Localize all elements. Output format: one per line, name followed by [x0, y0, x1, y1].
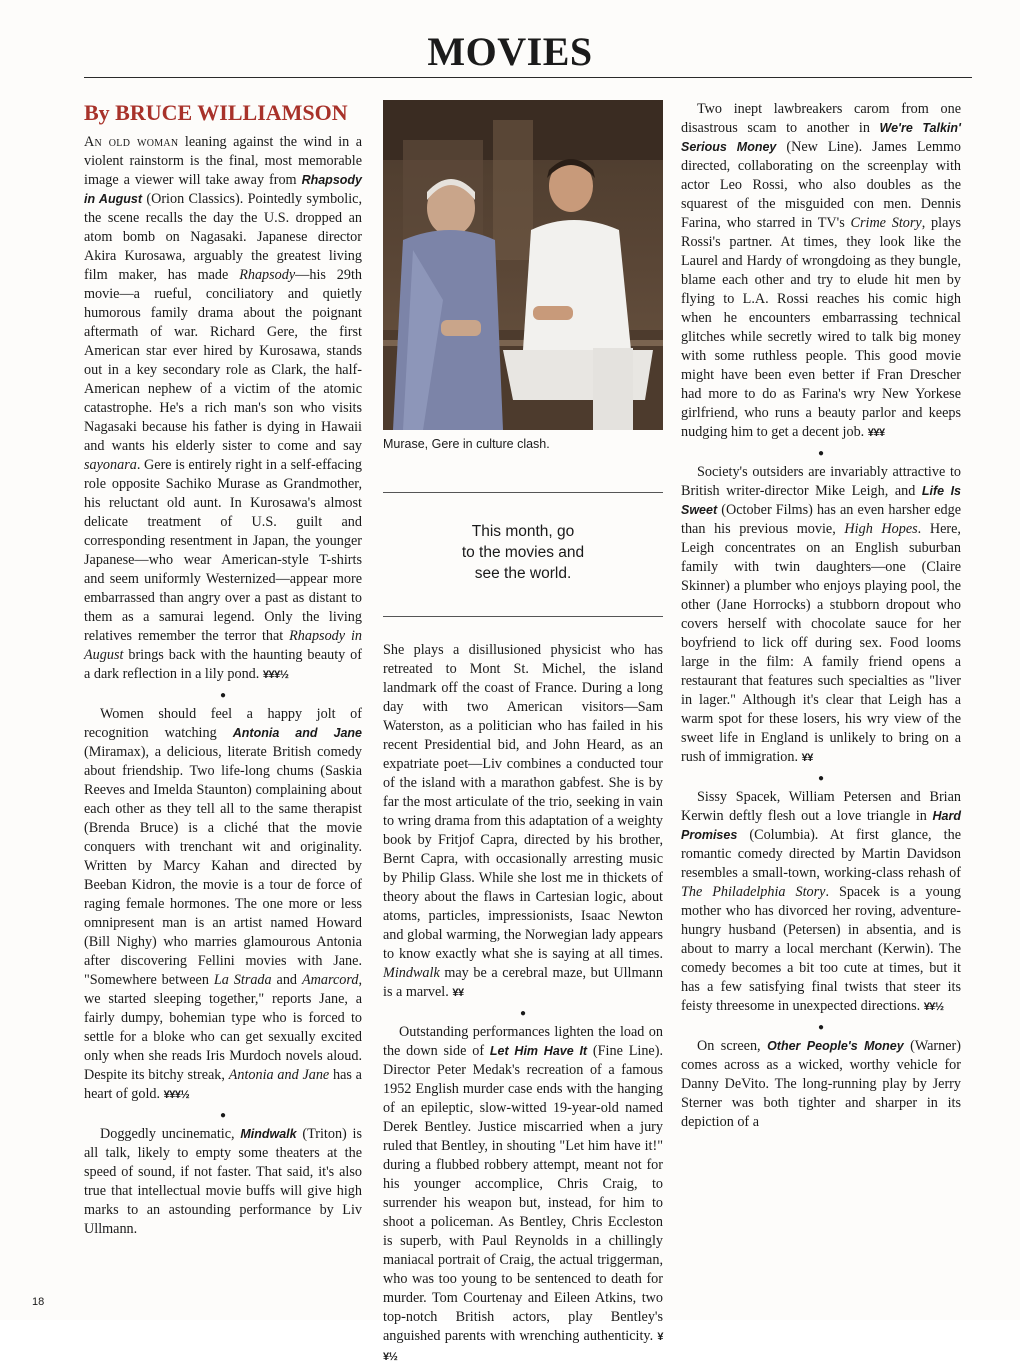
section-title: MOVIES	[427, 29, 593, 74]
review-mindwalk-start	[84, 1125, 362, 1239]
rating: ¥¥½	[383, 1331, 663, 1363]
review-other-peoples-money	[681, 1037, 961, 1132]
pullquote	[383, 521, 663, 584]
rating: ¥¥¥	[867, 427, 885, 439]
byline: By BRUCE WILLIAMSON	[84, 100, 348, 125]
section-bullet: ●	[817, 1022, 825, 1033]
film-title: We're Talkin' Serious Money	[681, 121, 962, 154]
review-text: . Gere is entirely right in a self-effacing role opposite Sachiko Murase as Grandmother, his reluctant old aunt. In Kurosawa's almost delicate treatment of U.S. guilt and corresponding resentment in Japan, the younger Japanese—who wear American-style T-shirts and seem uniformly Westernized—appear more embarrassed than angry over a past as distant to them as a samurai legend. Only the living relatives remember the terror that	[84, 457, 362, 644]
review-text: —his 29th movie—a rueful, conciliatory and quietly humorous family drama about the poignant aftermath of war. Richard Gere, the first American star ever hired by Kurosawa, stands out in a key secondary role as Clark, the half-American nephew of a victim of the atomic catastrophe. He's a rich man's son who visits Nagasaki because his father is dying in Hawaii and wants his elderly sister to come and say	[84, 267, 362, 454]
review-text: leaning against the wind in a violent rainstorm is the final, most memorable image a viewer will take away from	[84, 134, 362, 188]
column-1	[84, 100, 362, 1239]
review-life-is-sweet	[681, 463, 961, 768]
header-rule	[84, 77, 972, 78]
rating: ¥¥¥½	[163, 1089, 190, 1101]
film-title: Let Him Have It	[489, 1044, 588, 1058]
review-text: , plays Rossi's partner. At times, they look like the Laurel and Hardy of wrongdoing as they bungle, blame each other and try to elude hit men by flying to L.A. Rossi reaches his comic high when he encounters embarrassing technical glitches while secretly wired to talk big money with some ruthless people. This good movie might have been even better if Fran Drescher had more to do as Farina's wry New Yorkese girlfriend, who runs a beauty parlor and keeps nudging him to get a decent job.	[681, 215, 961, 440]
review-text: (Orion Classics). Pointedly symbolic, the scene recalls the day the U.S. dropped an atom bomb on Nagasaki. Japanese director Akira Kurosawa, arguably the greatest living film maker, has made	[84, 191, 362, 283]
word-italic: sayonara	[84, 457, 137, 473]
rating: ¥¥	[801, 752, 813, 764]
review-text: Doggedly uncinematic,	[100, 1126, 241, 1142]
column-3	[681, 100, 961, 1132]
section-bullet: ●	[219, 1110, 227, 1121]
review-text: Women should feel a happy jolt of recognition watching	[84, 706, 362, 741]
film-title: Rhapsody in August	[84, 173, 362, 206]
film-title-italic: La Strada	[213, 972, 272, 988]
review-text: . Spacek is a young mother who has divorced her roving, adventure-hungry husband (Petersen) in absentia, and is about to marry a local merchant (Kerwin). The comedy becomes a bit too cute at times, but it has a few satisfying final twists that steer its feisty threesome in unexpected directions.	[681, 884, 961, 1014]
column-2	[383, 100, 663, 1367]
film-title-italic: Mindwalk	[383, 965, 440, 981]
pullquote-line: to the movies and	[461, 544, 585, 561]
section-bullet: ●	[817, 448, 825, 459]
review-text: (Triton) is all talk, likely to empty some theaters at the speed of sound, if not faster. That said, it's also true that intellectual movie buffs will give high marks to an astounding performance by Liv Ullmann.	[84, 1126, 362, 1237]
review-text: brings back with the haunting beauty of a dark reflection in a lily pond.	[84, 647, 362, 682]
review-text: and	[271, 972, 302, 988]
pullquote-line: This month, go	[471, 523, 575, 540]
film-title-italic: Antonia and Jane	[228, 1067, 330, 1083]
film-title-italic: The Philadelphia Story	[681, 884, 826, 900]
film-title-italic: High Hopes	[844, 521, 918, 537]
review-text: (Miramax), a delicious, literate British comedy about friendship. Two life-long chums (Saskia Reeves and Imelda Staunton) complaining about each other as they tell all to the same therapist (Brenda Bruce) is a cliché that the movie conquers with trenchant wit and originality. Written by Marcy Kahan and directed by Beeban Kidron, the movie is a tour de force of raging female hormones. The one more or less omnipresent man is an artist named Howard (Bill Nighy) who marries glamourous Antonia after discovering Fellini movies with Jane. "Somewhere between	[84, 744, 362, 988]
show-title-italic: Crime Story	[850, 215, 922, 231]
pullquote-line: see the world.	[474, 565, 572, 582]
film-title: Mindwalk	[240, 1127, 297, 1141]
review-text: , we started sleeping together," reports Jane, a fairly dumpy, bohemian type who is forced to settle for a bloke who can get sexually excited only when she reads Iris Murdoch novels aloud. Despite its bitchy streak,	[84, 972, 362, 1083]
film-still-photo	[383, 100, 663, 430]
review-mindwalk-cont	[383, 641, 663, 1003]
film-title-italic: Rhapsody	[239, 267, 296, 283]
review-serious-money	[681, 100, 961, 443]
review-rhapsody	[84, 133, 362, 685]
film-title: Life Is Sweet	[681, 484, 961, 517]
lead-in: An old woman	[84, 134, 179, 150]
page-number: 18	[32, 1296, 45, 1308]
review-text: (October Films) has an even harsher edge than his previous movie,	[681, 502, 961, 537]
rating: ¥¥	[452, 987, 464, 999]
review-text: She plays a disillusioned physicist who has retreated to Mont St. Michel, the island landmark off the coast of France. During a long day with two American visitors—Sam Waterston, as a politician who has failed in his recent Presidential bid, and John Heard, as an expatriate poet—Liv combines a conducted tour of the island with a marathon gabfest. She is by far the most articulate of the trio, seeking in vain to wring drama from this adaptation of a weighty book by Fritjof Capra, directed by his brother, Bernt Capra, with occasionally arresting music by Philip Glass. While she lost me in thickets of theory about the flaws in Cartesian logic, about atoms, particles, impressionists, Isaac Newton and global warming, the Norwegian lady appears to know exactly what she is saying at all times.	[383, 642, 663, 962]
photo-caption: Murase, Gere in culture clash.	[383, 437, 550, 451]
review-text: (Fine Line). Director Peter Medak's recreation of a famous 1952 English murder case ends with the hanging of an epileptic, slow-witted 19-year-old named Derek Bentley. Justice miscarried when a jury ruled that Bentley, in shouting "Let him have it!" during a flubbed robbery attempt, meant not for his younger accomplice, Chris Craig, to surrender his weapon but, instead, for him to shoot a policeman. As Bentley, Chris Eccleston is superb, with Paul Reynolds in a chillingly maniacal portrait of Craig, the actual triggerman, who was too young to be sentenced to death for murder. Tom Courtenay and Eileen Atkins, two top-notch British actors, play Bentley's anguished parents with wrenching authenticity.	[383, 1043, 663, 1344]
film-title: Hard Promises	[681, 809, 961, 842]
film-title: Other People's Money	[767, 1039, 904, 1053]
section-bullet: ●	[219, 690, 227, 701]
rating: ¥¥¥½	[262, 669, 289, 681]
review-text: Society's outsiders are invariably attractive to British writer-director Mike Leigh, and	[681, 464, 961, 499]
review-text: On screen,	[697, 1038, 768, 1054]
film-title: Antonia and Jane	[232, 726, 362, 740]
review-text: (New Line). James Lemmo directed, collaborating on the screenplay with actor Leo Rossi, who also doubles as the squarest of the misguided con men. Dennis Farina, who starred in TV's	[681, 139, 961, 231]
review-antonia-and-jane	[84, 705, 362, 1105]
review-text: may be a cerebral maze, but Ullmann is a marvel.	[383, 965, 663, 1000]
review-let-him-have-it	[383, 1023, 663, 1367]
review-text: . Here, Leigh concentrates on an English suburban family with twin daughters—one (Claire Skinner) a plumber who enjoys playing pool, the other (Jane Horrocks) a stubborn dropout who covers herself with chocolate sauce for her boyfriend to lick off during sex. Food looms large in the film: A family friend opens a restaurant that features such specialties as "liver in lager." Although it's clear that Leigh has a warm spot for these losers, his wry view of the sweet life in England is unlikely to bring on a rush of immigration.	[681, 521, 961, 765]
section-bullet: ●	[817, 773, 825, 784]
rating: ¥¥½	[923, 1001, 944, 1013]
film-title-italic: Amarcord	[301, 972, 359, 988]
review-text: Sissy Spacek, William Petersen and Brian Kerwin deftly flesh out a love triangle in	[681, 789, 961, 824]
review-text: (Warner) comes across as a wicked, worthy vehicle for Danny DeVito. The long-running play by Jerry Sterner was both tighter and sharper in its depiction of a	[681, 1038, 961, 1130]
review-text: has a heart of gold.	[84, 1067, 362, 1102]
film-title-italic: Rhapsody in August	[84, 628, 362, 663]
review-hard-promises	[681, 788, 961, 1017]
section-bullet: ●	[519, 1008, 527, 1019]
review-text: Outstanding performances lighten the load on the down side of	[383, 1024, 663, 1059]
review-text: Two inept lawbreakers carom from one disastrous scam to another in	[681, 101, 961, 136]
review-text: (Columbia). At first glance, the romantic comedy directed by Martin Davidson resembles a small-town, working-class rehash of	[681, 827, 961, 881]
